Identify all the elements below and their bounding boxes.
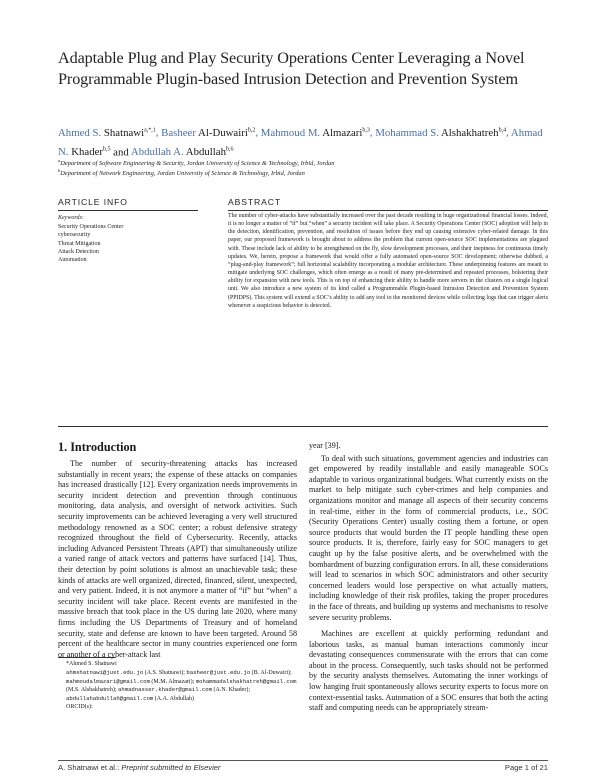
author-name[interactable]: Basheer Al-Duwairi$^{b,2}$: [161, 126, 256, 139]
email-link[interactable]: abdullahabdullah@gmail.com: [66, 695, 154, 703]
footnote-divider: [58, 657, 116, 658]
author-name[interactable]: Ahmed S. Shatnawi$^{a,*,1}$: [58, 126, 156, 139]
email-link[interactable]: mahmoudalmazari@gmail.com: [66, 677, 150, 685]
abstract-heading: ABSTRACT: [228, 197, 548, 211]
keywords-block: [58, 214, 198, 264]
author-name[interactable]: Abdullah A. Abdullah$^{b,6}$: [130, 146, 234, 159]
keyword-item: Automation: [58, 257, 87, 264]
affiliation-mark: b: [58, 168, 61, 173]
footer-divider: [58, 760, 548, 761]
abstract-text: The number of cyber-attacks have substantially increased over the past decade resulting in huge organizational financial losses. Indeed, it is no longer a matter of “if” but “when” a security incident will take place. A Security Operations Center (SOC) adoption will help in the detection, identification, prevention, and resolution of issues before they end up causing extensive cyber-related damage. In this paper, our proposed framework is brought about to address the problem that current open-source SOC implementations are plagued with. These include lack of ability to be strengthened on the fly, slow development processes, and their ineptness for continuous timely updates. We, herein, propose a framework that would offer a fully automated open-source SOC development; otherwise dubbed, a “plug-and-play framework”; full horizontal scalability incorporating a modular architecture. These underpinning features are meant to mitigate underlying SOC challenges, which often emerge as a result of many pre-determined and repeated processes, bolstering their ability for expansion with new tools. This is on top of enhancing their ability to handle more servers in the clusters on a single logical unit. We also introduce a new system of its kind called a Programmable Plugin-based Intrusion Detection and Prevention System (PPIDPS). This system will extend a SOC’s ability to add any tool to the monitored devices while collecting logs that can trigger alerts whenever a suspicious behavior is detected.: [228, 213, 548, 309]
body-paragraph: To deal with such situations, government agencies and industries can get empowered by readily installable and easily manageable SOCs adaptable to various organizational budgets. What currently exists on the market to help mitigate such cyber-crimes and help companies and organizations monitor and manage all aspects of their security concerns in real-time, either in the form of commercial products, i.e., SOC (Security Operations Center) usually costing them a fortune, or open source products that would burden the IT people handling these open source products. It is, therefore, fairly easy for SOC managers to get caught up by the false positive alerts, and be overwhelmed with the bombardment of buzzing configuration errors. In all, these considerations will lead to scenarios in which SOC administrators and other security concerned leaders would lose perspective on what actually matters, including knowledge of their risk profiles, taking the proper procedures in the face of threats, and building up systems and mechanisms to resolve severe security problems.: [309, 453, 548, 622]
email-list: ahmshatnawi@just.edu.jo (A.S. Shatnawi); basheer@just.edu.jo (B. Al-Duwairi); mahmoudalmazari@gmail.com (M.M. Almazari); mohammadalshakhatreh@gmail.com (M.S. Alshakhatreh); ahmadnasser.khader@gmail.com (A.N. Khader); abdullahabdullah@gmail.com (A.A. Abdullah): [66, 668, 297, 703]
right-column: [309, 441, 548, 714]
keyword-item: Security Operations Center: [58, 224, 124, 231]
abstract-divider: [58, 426, 548, 427]
body-paragraph: year [39].: [309, 441, 341, 450]
left-column: [58, 459, 297, 660]
email-link[interactable]: ahmshatnawi@just.edu.jo: [66, 668, 144, 676]
affiliation-a: [58, 158, 548, 167]
email-link[interactable]: mohammadalshakhatreh@gmail.com: [195, 677, 297, 685]
body-paragraph: The number of security-threatening attacks has increased substantially in recent years; the expense of these attacks on companies has increased drastically [12]. Every organization needs improvements in security incident detection and prevention through continuous monitoring, data analysis, and oversight of network activities. Such security improvements can be achieved leveraging a very well structured methodology renowned as a SOC center; a robust defensive strategy recognized throughout the field of Cybersecurity. Recently, attacks including Advanced Persistent Threats (APT) that simultaneously utilize a varied range of attack vectors and patterns have surfaced [14]. Thus, their detection by point solutions is almost an unachievable task; these kinds of attacks are well organized, directed, financed, silent, unexpected, and very patient. Indeed, it is not anymore a matter of “if” but “when” a security incident will take place. Recent events are manifested in the massive breach that took place in the US during late 2020, where many firms including the US Departments of Treasury and of homeland security, state and defense are known to have been targeted. Around 58 percent of the healthcare sector in many countries experienced one form or another of a cyber-attack last: [58, 459, 297, 659]
author-name[interactable]: Ahmad N. Khader$^{b,5}$: [58, 126, 543, 159]
affiliation-text: Department of Software Engineering & Security, Jordan University of Science & Technology, Irbid, Jordan: [60, 160, 335, 168]
keyword-item: Threat Mitigation: [58, 240, 101, 247]
keyword-item: Attack Detection: [58, 248, 99, 255]
affiliation-b: [58, 168, 548, 177]
email-link[interactable]: basheer@just.edu.jo: [186, 668, 251, 676]
orcid-label: ORCID(s):: [66, 703, 93, 710]
author-list: Ahmed S. Shatnawi$^{a,*,1}$, Basheer Al-Duwairi$^{b,2}$, Mahmoud M. Almazari$^{b,3}$, Mohammad S. Alshakhatreh$^{b,4}$, Ahmad N. Khader$^{b,5}$ and Abdullah A. Abdullah$^{b,6}$: [58, 126, 543, 159]
page-number: Page 1 of 21: [504, 763, 548, 772]
keywords-label: Keywords:: [58, 215, 84, 221]
affiliation-text: Department of Network Engineering, Jordan University of Science & Technology, Irbid, Jordan: [60, 170, 305, 178]
footnote: [58, 661, 300, 712]
email-link[interactable]: ahmadnasser.khader@gmail.com: [118, 686, 212, 694]
footer-left: A. Shatnawi et al.: Preprint submitted to Elsevier: [58, 763, 221, 772]
keyword-item: cybersecurity: [58, 232, 91, 239]
article-info-heading: ARTICLE INFO: [58, 197, 198, 211]
body-paragraph: Machines are excellent at quickly performing redundant and laborious tasks, as manual human interactions commonly incur devastating consequences commensurate with the errors that can come about in the process. Consequently, such tasks should not be performed by the security analysts themselves. Automating the inner workings of low hanging fruit spontaneously allows security experts to focus more on context-essential tasks. Automation of a SOC ensures that both the acting staff and computing needs can be appropriately stream-: [309, 629, 548, 713]
affiliation-mark: a: [58, 158, 61, 163]
corresponding-author: *Ahmed S. Shatnawi: [66, 661, 117, 667]
author-name[interactable]: Mohammad S. Alshakhatreh$^{b,4}$: [375, 126, 507, 139]
section-heading-introduction: 1. Introduction: [58, 440, 137, 454]
paper-title: Adaptable Plug and Play Security Operations Center Leveraging a Novel Programmable Plugin-based Intrusion Detection and Prevention System: [58, 49, 525, 88]
author-name[interactable]: Mahmoud M. Almazari$^{b,3}$: [260, 126, 370, 139]
